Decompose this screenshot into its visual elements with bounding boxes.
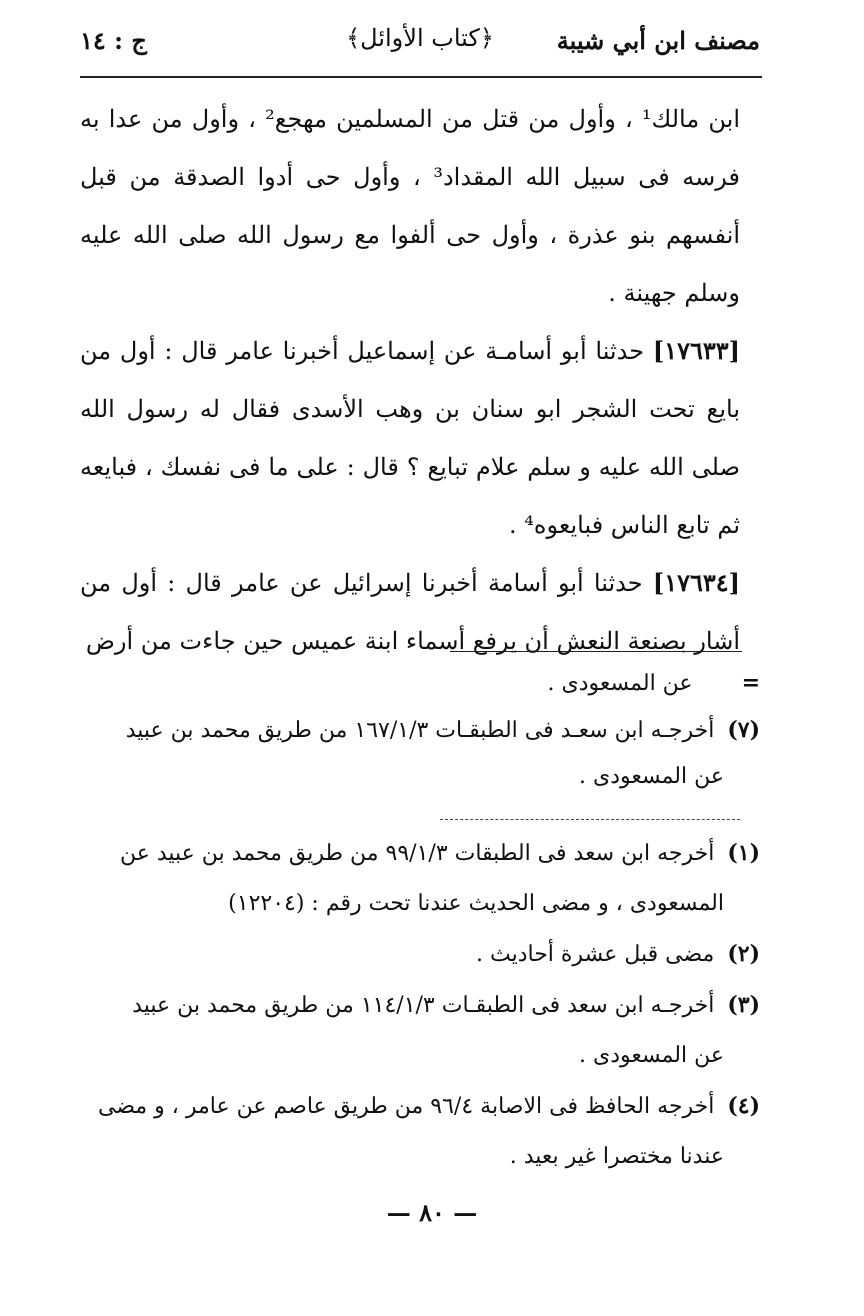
footnote-text: مضى قبل عشرة أحاديث . — [475, 942, 715, 967]
main-text — [80, 90, 740, 670]
footnote-1 — [80, 828, 760, 879]
continued-footnotes — [80, 660, 760, 800]
footnote-number: (٣) — [727, 992, 760, 1018]
footnote-text: أخرجه الحافظ فى الاصابة ٩٦/٤ من طريق عاصم عن عامر ، و مضى — [97, 1094, 715, 1119]
continuation-mark: = — [741, 670, 760, 696]
hadith-text: حدثنا أبو أسامـة عن إسماعيل أخبرنا عامر قال : أول من بايع تحت الشجر ابو سنان بن وهب الأسدى فقال له رسول الله صلى الله عليه و سلم علام تبايع ؟ قال : على ما فى نفسك ، فبايعه ثم تابع الناس فبايعوه⁴ . — [80, 337, 740, 539]
footnote-number: (١) — [727, 840, 760, 866]
footnote-2 — [80, 929, 760, 980]
page-header — [80, 18, 760, 70]
hadith-number: [١٧٦٣٤] — [652, 568, 740, 597]
chapter-title: ﴿كتاب الأوائل﴾ — [346, 24, 494, 52]
footnote-number: (٢) — [727, 941, 760, 967]
hadith-17633 — [80, 322, 740, 554]
hadith-17634 — [80, 554, 740, 670]
footnote-3-cont: عن المسعودى . — [578, 1043, 724, 1068]
footnote-separator-dashed — [440, 819, 740, 820]
footnote-3 — [80, 980, 760, 1031]
book-title: مصنف ابن أبي شيبة — [556, 26, 760, 55]
footnote-1-cont: المسعودى ، و مضى الحديث عندنا تحت رقم : (١٢٢٠٤) — [228, 891, 724, 916]
hadith-text: حدثنا أبو أسامة أخبرنا إسرائيل عن عامر قال : أول من أشار بصنعة النعش أن يرفع أسماء ابنة عميس حين جاءت من أرض — [80, 569, 740, 655]
footnote-number: (٧) — [727, 717, 760, 743]
continuation-text: عن المسعودى . — [547, 671, 693, 696]
footnote-number: (٤) — [727, 1093, 760, 1119]
footnote-4 — [80, 1081, 760, 1132]
continuation-note — [80, 660, 760, 707]
footnote-text: أخرجه ابن سعد فى الطبقات ٩٩/١/٣ من طريق محمد بن عبيد عن — [119, 841, 715, 866]
volume-number: ج : ١٤ — [80, 26, 147, 55]
header-divider — [80, 76, 762, 78]
page-number: — ٨٠ — — [386, 1198, 478, 1227]
paragraph-intro: ابن مالك¹ ، وأول من قتل من المسلمين مهجع² ، وأول من عدا به فرسه فى سبيل الله المقداد³ ، وأول حى أدوا الصدقة من قبل أنفسهم بنو عذرة ، وأول حى ألفوا مع رسول الله صلى الله عليه وسلم جهينة . — [80, 105, 741, 307]
footnote-7 — [80, 707, 760, 754]
footnote-text: أخرجـه ابن سعد فى الطبقـات ١١٤/١/٣ من طريق محمد بن عبيد — [132, 993, 715, 1018]
footnote-4-cont: عندنا مختصرا غير بعيد . — [509, 1144, 724, 1169]
hadith-number: [١٧٦٣٣] — [652, 336, 740, 365]
footnote-separator — [450, 651, 742, 652]
page-footnotes — [80, 828, 760, 1182]
footnote-text: أخرجـه ابن سعـد فى الطبقـات ١٦٧/١/٣ من طريق محمد بن عبيد — [125, 718, 715, 743]
footnote-7-cont: عن المسعودى . — [578, 764, 724, 789]
